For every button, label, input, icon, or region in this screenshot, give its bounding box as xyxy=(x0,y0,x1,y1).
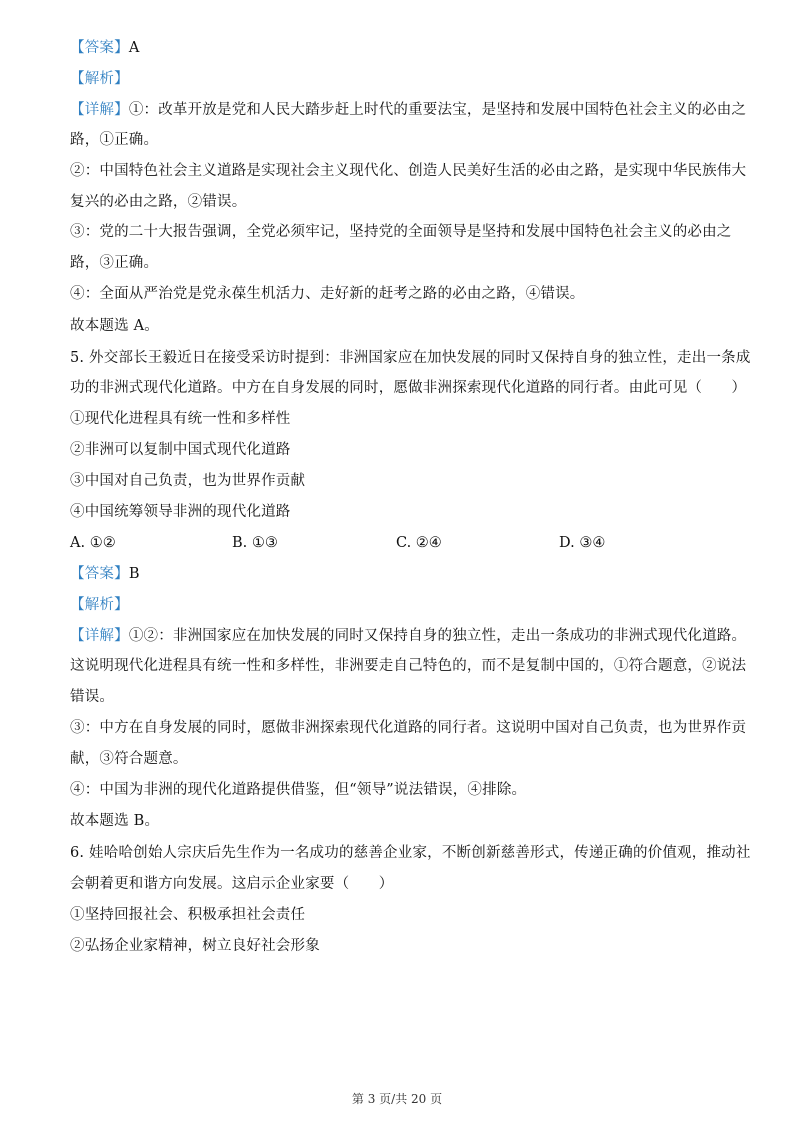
q5-analysis-line xyxy=(70,595,730,615)
q5-detail-line-5: 献，③符合题意。 xyxy=(70,751,188,767)
q5-statement-2: ②非洲可以复制中国式现代化道路 xyxy=(70,442,291,458)
answer-value: A xyxy=(128,40,140,56)
q4-conclusion: 故本题选 A。 xyxy=(70,318,159,334)
q4-detail-line-7: ④：全面从严治党是党永葆生机活力、走好新的赶考之路的必由之路，④错误。 xyxy=(70,286,585,302)
q4-detail-line-5: ③：党的二十大报告强调，全党必须牢记，坚持党的全面领导是坚持和发展中国特色社会主义的必由之 xyxy=(70,224,732,240)
q4-detail-line-4: 复兴的必由之路，②错误。 xyxy=(70,194,247,210)
q4-analysis-line xyxy=(70,69,730,89)
q5-statement-4: ④中国统筹领导非洲的现代化道路 xyxy=(70,504,291,520)
q5-stem-line-1: 5. 外交部长王毅近日在接受采访时提到：非洲国家应在加快发展的同时又保持自身的独立性，走出一条成 xyxy=(70,350,751,366)
q5-detail-line-4: ③：中方在自身发展的同时，愿做非洲探索现代化道路的同行者。这说明中国对自己负责，也为世界作贡 xyxy=(70,720,747,736)
q5-option-c: C. ②④ xyxy=(396,535,442,551)
q5-answer-line xyxy=(70,564,730,584)
answer-value: B xyxy=(128,566,140,582)
q5-statement-3: ③中国对自己负责，也为世界作贡献 xyxy=(70,473,306,489)
answer-tag: 【答案】 xyxy=(70,566,129,582)
q5-stem-line-2: 功的非洲式现代化道路。中方在自身发展的同时，愿做非洲探索现代化道路的同行者。由此可见（ ） xyxy=(70,380,747,396)
detail-tag: 【详解】 xyxy=(70,628,129,644)
q5-option-a: A. ①② xyxy=(70,535,116,551)
q4-detail-line-2: 路，①正确。 xyxy=(70,132,159,148)
analysis-tag: 【解析】 xyxy=(70,71,129,87)
q5-conclusion: 故本题选 B。 xyxy=(70,813,160,829)
q4-detail-line-3: ②：中国特色社会主义道路是实现社会主义现代化、创造人民美好生活的必由之路，是实现中华民族伟大 xyxy=(70,163,747,179)
q6-stem-line-2: 会朝着更和谐方向发展。这启示企业家要（ ） xyxy=(70,876,394,892)
q4-detail-line-1 xyxy=(70,100,747,120)
detail-tag: 【详解】 xyxy=(70,102,129,118)
answer-tag: 【答案】 xyxy=(70,40,129,56)
q6-statement-1: ①坚持回报社会、积极承担社会责任 xyxy=(70,907,306,923)
page-number-footer: 第 3 页/共 20 页 xyxy=(351,1092,443,1106)
q5-detail-text: ①②：非洲国家应在加快发展的同时又保持自身的独立性，走出一条成功的非洲式现代化道路。 xyxy=(128,628,747,644)
q5-detail-line-6: ④：中国为非洲的现代化道路提供借鉴，但“领导”说法错误，④排除。 xyxy=(70,782,527,798)
q5-option-d: D. ③④ xyxy=(559,535,606,551)
analysis-tag: 【解析】 xyxy=(70,597,129,613)
q6-stem-line-1: 6. 娃哈哈创始人宗庆后先生作为一名成功的慈善企业家，不断创新慈善形式，传递正确的价值观，推动社 xyxy=(70,845,751,861)
q5-detail-line-2: 这说明现代化进程具有统一性和多样性，非洲要走自己特色的，而不是复制中国的，①符合题意，②说法 xyxy=(70,658,747,674)
q6-statement-2: ②弘扬企业家精神，树立良好社会形象 xyxy=(70,938,320,954)
q4-detail-line-6: 路，③正确。 xyxy=(70,255,159,271)
q5-detail-line-3: 错误。 xyxy=(70,689,115,705)
q4-detail-text: ①：改革开放是党和人民大踏步赶上时代的重要法宝，是坚持和发展中国特色社会主义的必由之 xyxy=(128,102,747,118)
q4-answer-line xyxy=(70,38,730,58)
q5-option-b: B. ①③ xyxy=(232,535,278,551)
q5-detail-line-1 xyxy=(70,626,747,646)
q5-statement-1: ①现代化进程具有统一性和多样性 xyxy=(70,411,291,427)
